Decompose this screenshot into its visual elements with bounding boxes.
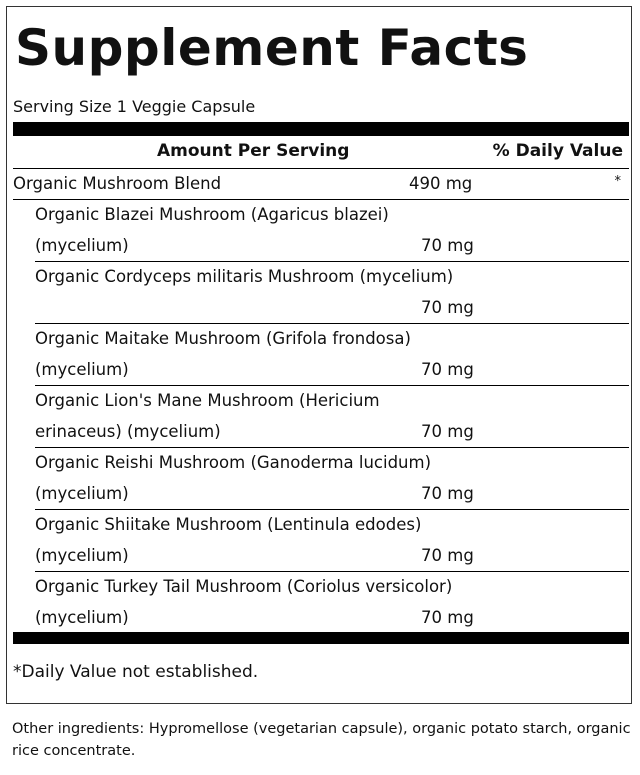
ingredient-amount: 70 mg xyxy=(421,484,474,503)
header-rule xyxy=(13,168,629,169)
ingredient-amount: 70 mg xyxy=(421,422,474,441)
ingredient-name: Organic Turkey Tail Mushroom (Coriolus versicolor) xyxy=(35,577,453,596)
ingredient-name: Organic Lion's Mane Mushroom (Hericium xyxy=(35,391,380,410)
ingredient-name-cont: (mycelium) xyxy=(35,484,129,503)
other-ingredients: Other ingredients: Hypromellose (vegetarian capsule), organic potato starch, organic rice concentrate. xyxy=(12,721,631,759)
supplement-facts-panel xyxy=(6,6,632,704)
row-divider xyxy=(35,571,629,572)
bottom-thick-rule xyxy=(13,632,629,644)
ingredient-amount: 70 mg xyxy=(421,236,474,255)
ingredient-name: Organic Maitake Mushroom (Grifola frondosa) xyxy=(35,329,411,348)
ingredient-amount: 70 mg xyxy=(421,298,474,317)
ingredient-name-cont: (mycelium) xyxy=(35,608,129,627)
ingredient-name: Organic Reishi Mushroom (Ganoderma lucidum) xyxy=(35,453,432,472)
amount-per-serving-header: Amount Per Serving xyxy=(157,141,350,161)
ingredient-name-cont: (mycelium) xyxy=(35,546,129,565)
row-divider xyxy=(35,323,629,324)
ingredient-amount: 70 mg xyxy=(421,608,474,627)
ingredient-name-cont: erinaceus) (mycelium) xyxy=(35,422,221,441)
ingredient-name-cont: (mycelium) xyxy=(35,236,129,255)
row-divider xyxy=(35,261,629,262)
ingredient-amount: 70 mg xyxy=(421,546,474,565)
ingredient-name: Organic Blazei Mushroom (Agaricus blazei) xyxy=(35,205,389,224)
blend-amount: 490 mg xyxy=(409,174,473,193)
blend-daily-value: * xyxy=(614,174,621,189)
panel-title: Supplement Facts xyxy=(15,19,529,77)
ingredient-amount: 70 mg xyxy=(421,360,474,379)
daily-value-footnote: *Daily Value not established. xyxy=(13,662,259,682)
daily-value-header: % Daily Value xyxy=(492,141,623,161)
ingredient-name-cont: (mycelium) xyxy=(35,360,129,379)
ingredient-name: Organic Shiitake Mushroom (Lentinula edodes) xyxy=(35,515,422,534)
row-divider xyxy=(35,509,629,510)
blend-rule xyxy=(13,199,629,200)
ingredient-name: Organic Cordyceps militaris Mushroom (mycelium) xyxy=(35,267,454,286)
row-divider xyxy=(35,385,629,386)
top-thick-rule xyxy=(13,122,629,136)
row-divider xyxy=(35,447,629,448)
blend-name: Organic Mushroom Blend xyxy=(13,174,222,193)
serving-size: Serving Size 1 Veggie Capsule xyxy=(13,97,256,116)
